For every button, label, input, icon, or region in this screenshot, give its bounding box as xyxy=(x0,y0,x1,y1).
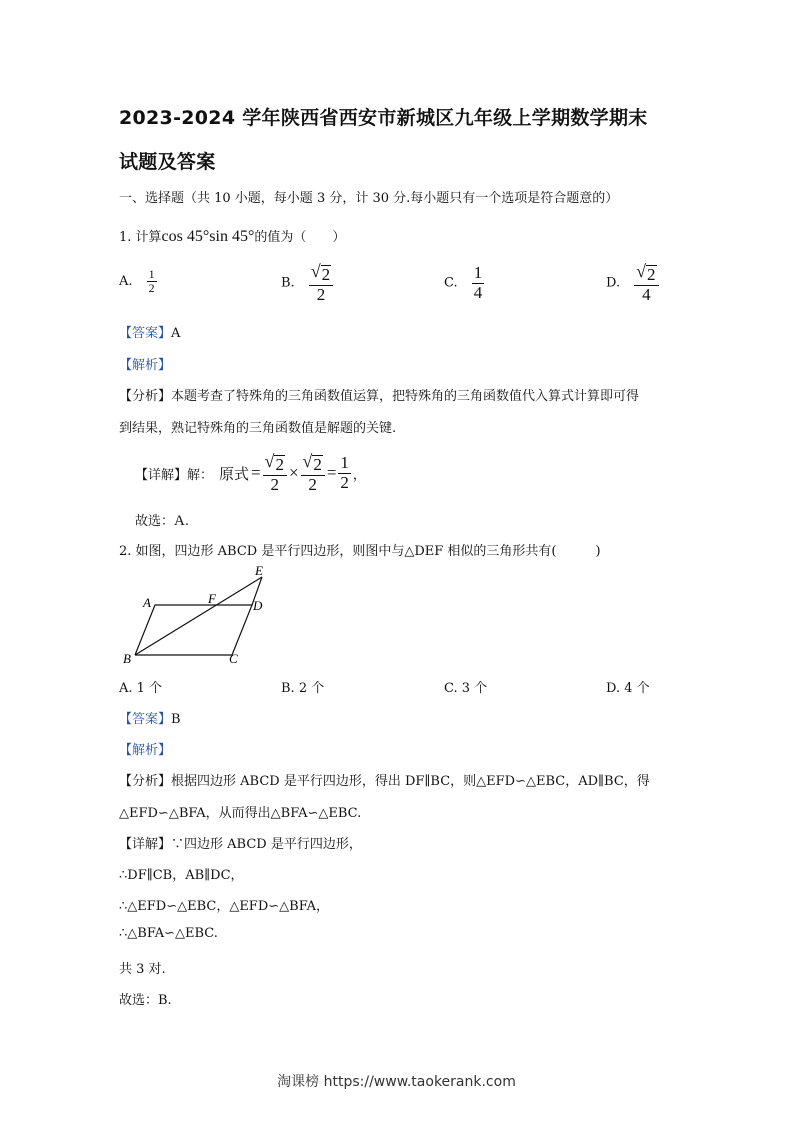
answer-value: A xyxy=(171,326,181,341)
q2-detail-line1 xyxy=(119,833,362,852)
detail-formula xyxy=(219,452,366,494)
equals-sign: = xyxy=(326,463,337,483)
radicand: 2 xyxy=(647,265,656,284)
q1-fenxi-line2: 到结果，熟记特殊角的三角函数值是解题的关键. xyxy=(119,421,397,436)
numerator: 1 xyxy=(473,263,483,282)
fraction xyxy=(301,452,325,494)
q1-answer xyxy=(119,322,180,341)
page-footer: 淘课榜 https://www.taokerank.com xyxy=(277,1074,516,1090)
q2-stem: 2. 如图，四边形 ABCD 是平行四边形，则图中与△DEF 相似的三角形共有( ) xyxy=(119,544,601,559)
numerator: √ 2 xyxy=(309,262,333,286)
fraction xyxy=(338,454,351,492)
detail-tag: 【详解】 xyxy=(135,467,188,483)
fenxi-tag: 【分析】 xyxy=(119,774,172,789)
detail-prefix: 解： xyxy=(187,467,214,483)
q1-option-a xyxy=(119,268,157,295)
analysis-tag: 【解析】 xyxy=(119,358,172,373)
fraction xyxy=(147,268,157,295)
q2-answer xyxy=(119,708,181,727)
q2-fenxi-line1 xyxy=(119,770,650,789)
parallelogram-figure xyxy=(115,560,275,670)
fraction xyxy=(634,262,658,304)
q1-stem xyxy=(119,226,345,246)
numerator: 1 xyxy=(340,453,349,472)
denominator: 4 xyxy=(642,284,651,304)
doc-title-line2: 试题及答案 xyxy=(119,151,216,173)
q2-option-d: D. 4 个 xyxy=(606,681,650,696)
option-label: B. xyxy=(281,275,295,291)
denominator: 4 xyxy=(473,282,483,302)
q1-detail xyxy=(135,452,366,494)
q2-option-b: B. 2 个 xyxy=(281,681,325,696)
radicand: 2 xyxy=(275,455,284,474)
formula-lhs: 原式 xyxy=(219,464,250,483)
fenxi-text: 根据四边形 ABCD 是平行四边形，得出 DF∥BC，则△EFD∽△EBC，AD∥BC，得 xyxy=(171,774,650,789)
numerator: √ 2 xyxy=(263,452,287,476)
q1-suffix: 的值为（ ） xyxy=(254,230,346,245)
q2-option-c: C. 3 个 xyxy=(444,681,488,696)
q2-detail-line2: ∴DF∥CB，AB∥DC， xyxy=(119,868,244,883)
q2-detail-line6: 故选：B. xyxy=(119,993,172,1008)
radicand: 2 xyxy=(313,455,322,474)
q1-expression: cos 45°sin 45° xyxy=(161,228,255,245)
q2-detail-line3: ∴△EFD∽△EBC，△EFD∽△BFA， xyxy=(119,899,329,914)
fenxi-text: 本题考查了特殊角的三角函数值运算，把特殊角的三角函数值代入算式计算即可得 xyxy=(171,389,640,404)
parallelogram-abcd xyxy=(135,605,252,655)
q2-detail-line5: 共 3 对. xyxy=(119,962,166,977)
q1-option-d xyxy=(606,262,659,304)
choose-prefix: 故选： xyxy=(135,514,175,529)
q1-option-c xyxy=(444,264,484,302)
option-label: A. xyxy=(119,274,133,290)
radicand: 2 xyxy=(321,265,331,284)
denominator: 2 xyxy=(316,284,326,304)
q1-fenxi-line1 xyxy=(119,385,639,404)
label-d: D xyxy=(253,598,263,613)
q2-detail-line4: ∴△BFA∽△EBC. xyxy=(119,926,218,941)
q1-prefix: 1. 计算 xyxy=(119,230,162,245)
label-c: C xyxy=(229,651,238,666)
q2-fenxi-line2: △EFD∽△BFA，从而得出△BFA∽△EBC. xyxy=(119,806,362,821)
choose-end: . xyxy=(184,514,189,529)
answer-tag: 【答案】 xyxy=(119,712,172,727)
analysis-tag: 【解析】 xyxy=(119,743,172,758)
label-b: B xyxy=(123,651,131,666)
denominator: 2 xyxy=(340,472,349,492)
label-a: A xyxy=(143,595,151,610)
numerator: √ 2 xyxy=(301,452,325,476)
denominator: 2 xyxy=(148,281,155,296)
equals-sign: = xyxy=(251,463,261,483)
q2-analysis-tag xyxy=(119,739,171,758)
q1-option-b xyxy=(281,262,333,304)
q2-option-a: A. 1 个 xyxy=(119,681,163,696)
times-sign: × xyxy=(288,463,299,483)
formula-end: ， xyxy=(352,466,366,482)
fenxi-tag: 【分析】 xyxy=(119,389,172,404)
q1-analysis-tag xyxy=(119,354,171,373)
denominator: 2 xyxy=(270,474,280,494)
numerator: √ 2 xyxy=(634,262,658,286)
q1-choose xyxy=(135,510,189,530)
option-label: C. xyxy=(444,275,458,291)
choose-answer: A xyxy=(174,513,185,529)
fraction xyxy=(263,452,287,494)
numerator: 1 xyxy=(148,267,155,281)
doc-title-line1: 2023-2024 学年陕西省西安市新城区九年级上学期数学期末 xyxy=(119,107,648,129)
detail-text: ∵四边形 ABCD 是平行四边形， xyxy=(171,837,362,852)
section-heading: 一、选择题（共 10 小题，每小题 3 分，计 30 分.每小题只有一个选项是符合题意的） xyxy=(119,191,619,206)
fraction xyxy=(309,262,333,304)
line-be xyxy=(135,577,262,655)
label-e: E xyxy=(255,563,263,578)
answer-tag: 【答案】 xyxy=(119,326,172,341)
label-f: F xyxy=(208,591,216,606)
option-label: D. xyxy=(606,275,621,291)
answer-value: B xyxy=(171,712,181,727)
fraction xyxy=(472,264,485,302)
denominator: 2 xyxy=(308,474,317,494)
detail-tag: 【详解】 xyxy=(119,837,172,852)
